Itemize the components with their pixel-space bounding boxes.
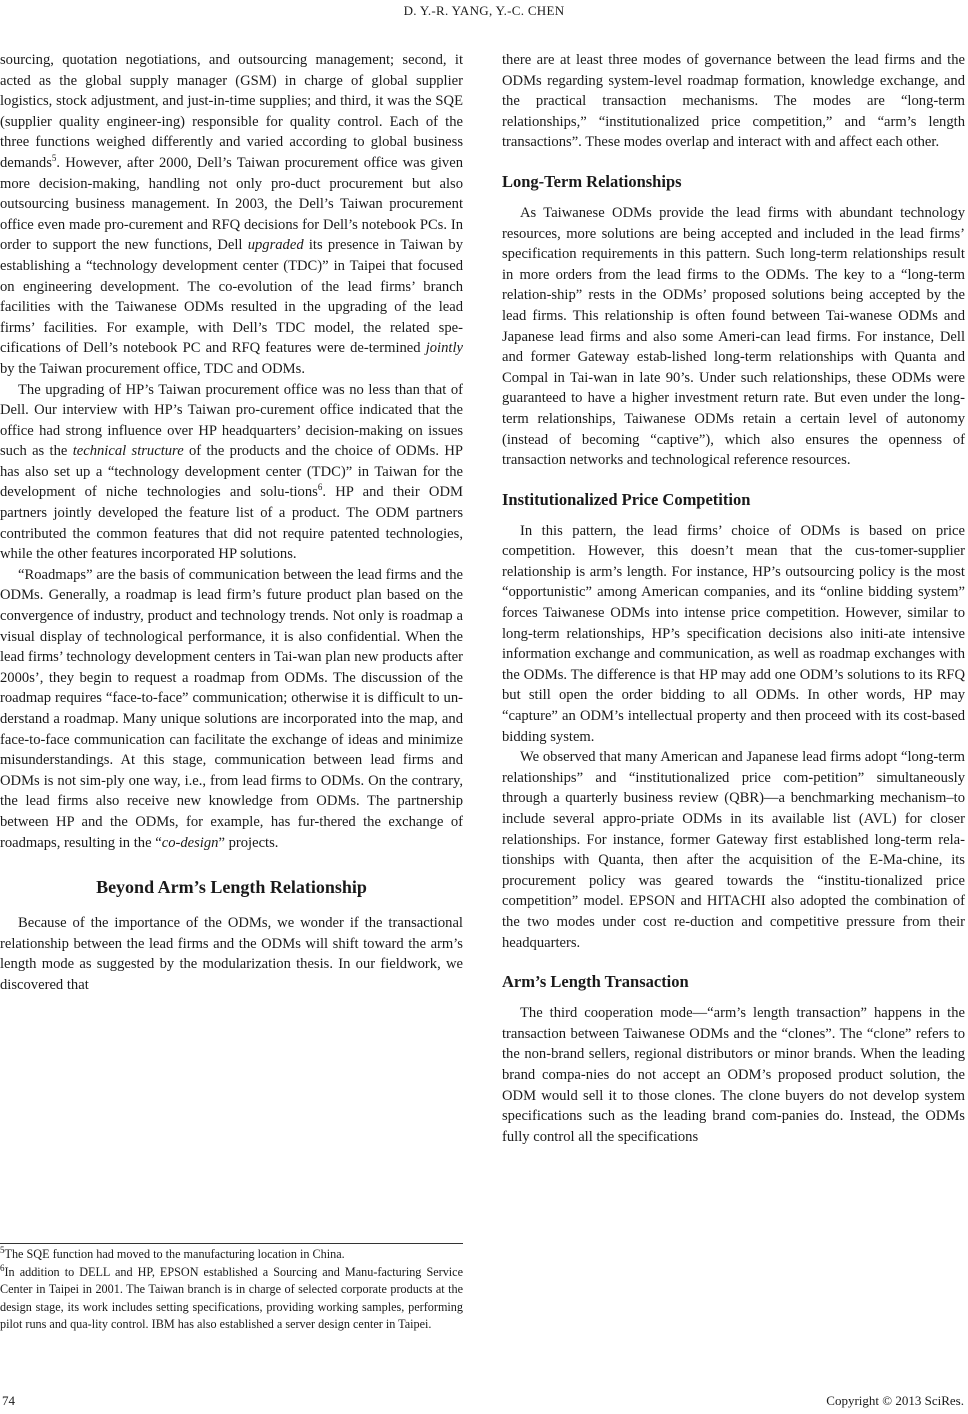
text-run: In this pattern, the lead firms’ choice of ODMs is based on price competition. However, this doesn’t mean that the cus-tomer-supplier relationship is arm’s length. For instance, HP’s outsourcing policy is the most “opportunistic” among American companies, and its “online bidding system” forces Taiwanese ODMs into intense price competition. However, similar to long-term relationships, HP’s specification decisions also initi-ate intensive information exchange and communication, as well as roadmap exchanges with the ODMs. The difference is that HP may add one ODM’s solutions to its RFQ but still open the order bidding to all ODMs. In other words, HP may “capture” an ODM’s intellectual property and then proceed with its cost-based bidding system. [502, 522, 965, 745]
left-paragraph-1 [0, 50, 463, 380]
text-run: there are at least three modes of governance between the lead firms and the ODMs regarding system-level roadmap formation, knowledge exchange, and the practical transaction mechanisms. The modes are “long-term relationships,” “institutionalized price competition,” and “arm’s length transactions”. These modes overlap and interact with and affect each other. [502, 52, 965, 151]
subheading-price-competition: Institutionalized Price Competition [502, 489, 751, 509]
text-run: As Taiwanese ODMs provide the lead firms with abundant technology resources, more solutions are being accepted and included in the lead firms’ specification requirements in this pattern. Such long-term relationships result in more orders from the lead firms to the ODMs. The key to a “long-term relation-ship” rests in the ODMs’ proposed solutions being accepted by the lead firms. This relationship is often found between Tai-wanese ODMs and Japanese lead firms and also some Ameri-can lead firms. For instance, Dell and former Gateway estab-lished long-term relationships with Quanta and Compal in Tai-wan in late 90’s. Under such relationships, these ODMs were guaranteed to have a higher investment return rate. But even under the long-term relationships, Taiwanese ODMs retain a certain level of autonomy (instead of becoming “captive”), which also ensures the openness of transaction networks and technological reference resources. [502, 204, 965, 469]
text-run: of the products and the choice of ODMs. HP has also set up a “technology development center (TDC)” in Taiwan for the development of niche technologies and solu-tions [0, 443, 463, 501]
text-run: its presence in Taiwan by establishing a “technology development center (TDC)” in Taipei that focused on engineering development. The co-evolution of the lead firms’ branch facilities with the Taiwanese ODMs resulted in the upgrading of the lead firms’ facilities. For example, with Dell’s TDC model, the related spe-cifications of Dell’s notebook PC and RFQ features were de-termined [0, 237, 463, 357]
text-run: . HP and their ODM partners jointly developed the feature list of a product. The ODM partners contributed the common features that did not require patented technologies, while the other features incorporated HP solutions. [0, 484, 463, 563]
text-run: The third cooperation mode—“arm’s length transaction” happens in the transaction between Taiwanese ODMs and the “clones”. The “clone” refers to the non-brand sellers, regional distributors or minor brands. When the leading brand compa-nies do not accept an ODM’s proposed product solution, the ODM would sell it to those clones. The clone buyers do not develop system specifications such as the leading brand com-panies do. Instead, the ODMs fully control all the specifications [502, 1005, 965, 1145]
section-heading: Beyond Arm’s Length Relationship [96, 877, 367, 898]
emphasis-text: co-design [161, 834, 219, 851]
left-paragraph-4 [0, 913, 463, 995]
footnote-5 [0, 1246, 463, 1264]
running-head: D. Y.-R. YANG, Y.-C. CHEN [403, 3, 565, 18]
text-run: Because of the importance of the ODMs, we wonder if the transactional relationship between the lead firms and the ODMs will shift toward the arm’s length mode as suggested by the modularization thesis. In our fieldwork, we discovered that [0, 915, 463, 993]
copyright: Copyright © 2013 SciRes. [826, 1393, 964, 1408]
text-run: We observed that many American and Japanese lead firms adopt “long-term relationships” and “institutionalized price com-petition” simultaneously through a quarterly business review (QBR)—a benchmarking mechanism–to include several appro-priate ODMs in its available list (AVL) for closer relationships. For instance, former Gateway first established long-term rela-tionships with Quanta, then after the acquisition of the E-Ma-chine, its procurement policy was geared towards the “institu-tionalized price competition” model. EPSON and HITACHI also adopted the combination of the two modes under cost re-duction and competitive pressure from their headquarters. [502, 749, 965, 951]
text-run: ” projects. [218, 834, 279, 851]
text-run: The SQE function had moved to the manufacturing location in China. [4, 1247, 345, 1261]
footnote-marker: 6 [0, 1262, 5, 1273]
footnote-6 [0, 1264, 463, 1334]
right-column [502, 50, 965, 1147]
subheading-long-term: Long-Term Relationships [502, 171, 682, 191]
right-paragraph-1 [502, 50, 965, 153]
text-run: “Roadmaps” are the basis of communication between the lead firms and the ODMs. Generally, a roadmap is lead firm’s future product plan based on the convergence of industry, product and technology trends. Not only is roadmap a visual display of technological performance, it is also confidential. When the lead firms’ technology development centers in Tai-wan plan new products after 2000s’, they begin to request a roadmap from ODMs. The discussion of the roadmap requires “face-to-face” communication; otherwise it is difficult to un-derstand a roadmap. Many unique solutions are incorporated into the map, and face-to-face communication can facilitate the exchange of ideas and minimize misunderstandings. At this stage, communication between lead firms and ODMs is not sim-ply one way, i.e., from lead firms to ODMs. On the contrary, the lead firms also receive new knowledge from ODMs. The partnership between HP and the ODMs, for example, has fur-thered the exchange of roadmaps, resulting in the “ [0, 566, 463, 851]
left-paragraph-3 [0, 565, 463, 853]
emphasis-text: upgraded [247, 237, 304, 254]
right-paragraph-3 [502, 521, 965, 748]
text-run: by the Taiwan procurement office, TDC and ODMs. [0, 360, 305, 377]
text-run: In addition to DELL and HP, EPSON established a Sourcing and Manu-facturing Service Center in Taipei in 2001. The Taiwan branch is in charge of selected corporate products at the design stage, its work includes setting specifications, providing working samples, performing pilot runs and qua-lity control. IBM has also established a server design center in Taipei. [0, 1264, 463, 1332]
emphasis-text: technical structure [72, 443, 184, 460]
left-paragraph-2 [0, 380, 463, 565]
footnote-marker: 5 [51, 153, 57, 164]
left-column [0, 50, 463, 996]
footnote-marker: 5 [0, 1244, 5, 1255]
right-paragraph-2 [502, 203, 965, 471]
footnotes [0, 1243, 463, 1334]
right-paragraph-4 [502, 747, 965, 953]
text-run: . However, after 2000, Dell’s Taiwan procurement office was given more decision-making, handling not only pro-duct procurement but also outsourcing business management. In 2003, the Dell’s Taiwan procurement office even made pro-curement and RFQ decisions for Dell’s notebook PCs. In order to support the new functions, Dell [0, 154, 463, 254]
text-run: The upgrading of HP’s Taiwan procurement office was no less than that of Dell. Our interview with HP’s Taiwan pro-curement office indicated that the office had strong influence over HP headquarters’ decision-making on issues such as the [0, 381, 463, 460]
right-paragraph-5 [502, 1003, 965, 1147]
footnote-marker: 6 [317, 482, 323, 493]
text-run: sourcing, quotation negotiations, and outsourcing management; second, it acted as the global supply manager (GSM) in charge of global supplier logistics, stock adjustment, and just-in-time supplies; and third, it was the SQE (supplier quality engineer-ing) responsible for quality control. Each of the three functions weighed differently and varied according to global business demands [0, 52, 463, 171]
page-number: 74 [2, 1393, 15, 1408]
subheading-arms-length: Arm’s Length Transaction [502, 972, 689, 992]
emphasis-text: jointly [425, 340, 463, 357]
